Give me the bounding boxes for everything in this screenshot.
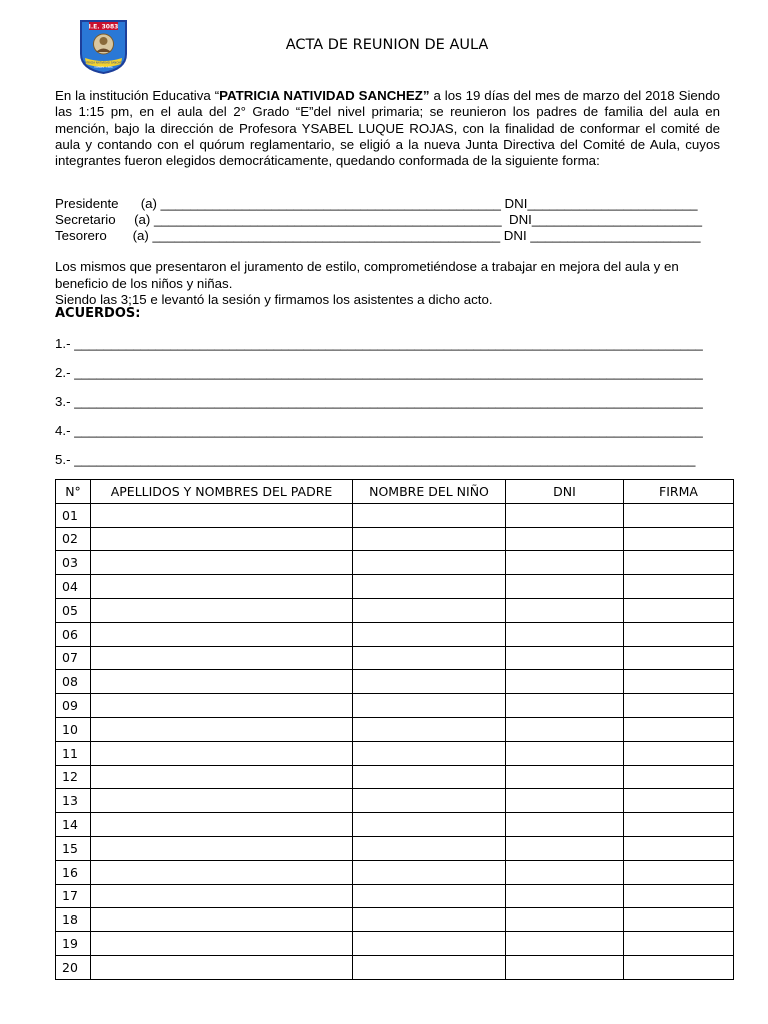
signature-cell[interactable] <box>624 860 734 884</box>
child-name-cell[interactable] <box>353 598 506 622</box>
signature-cell[interactable] <box>624 670 734 694</box>
parent-name-cell[interactable] <box>91 908 353 932</box>
parent-name-cell[interactable] <box>91 955 353 979</box>
table-body <box>56 503 734 979</box>
signature-cell[interactable] <box>624 527 734 551</box>
intro-paragraph <box>55 88 720 169</box>
dni-cell[interactable] <box>506 717 624 741</box>
dni-cell[interactable] <box>506 789 624 813</box>
logo-badge-text: I.E. 3083 <box>88 23 119 31</box>
child-name-cell[interactable] <box>353 503 506 527</box>
child-name-cell[interactable] <box>353 741 506 765</box>
dni-cell[interactable] <box>506 503 624 527</box>
child-name-cell[interactable] <box>353 932 506 956</box>
table-row <box>56 908 734 932</box>
parent-name-cell[interactable] <box>91 717 353 741</box>
parent-name-cell[interactable] <box>91 503 353 527</box>
table-header-row <box>56 480 734 504</box>
table-row <box>56 813 734 837</box>
dni-cell[interactable] <box>506 884 624 908</box>
table-row <box>56 932 734 956</box>
row-number: 04 <box>56 575 91 599</box>
dni-cell[interactable] <box>506 670 624 694</box>
table-row <box>56 789 734 813</box>
agreement-line: 2.- _____________________________________________________________________________________ <box>55 365 703 380</box>
row-number: 15 <box>56 836 91 860</box>
child-name-cell[interactable] <box>353 813 506 837</box>
signature-cell[interactable] <box>624 717 734 741</box>
agreement-line: 1.- _____________________________________________________________________________________ <box>55 336 703 351</box>
row-number: 14 <box>56 813 91 837</box>
row-number: 03 <box>56 551 91 575</box>
table-row <box>56 955 734 979</box>
parent-name-cell[interactable] <box>91 813 353 837</box>
intro-prefix: En la institución Educativa “ <box>55 88 220 103</box>
dni-cell[interactable] <box>506 741 624 765</box>
header-number: N° <box>56 480 91 504</box>
dni-cell[interactable] <box>506 932 624 956</box>
row-number: 20 <box>56 955 91 979</box>
role-secretary: Secretario (a) _______________________________________________ DNI_______________________ <box>55 212 702 227</box>
signature-cell[interactable] <box>624 955 734 979</box>
row-number: 08 <box>56 670 91 694</box>
signature-cell[interactable] <box>624 836 734 860</box>
closing-paragraph <box>55 259 725 309</box>
row-number: 06 <box>56 622 91 646</box>
table-row <box>56 527 734 551</box>
child-name-cell[interactable] <box>353 884 506 908</box>
row-number: 18 <box>56 908 91 932</box>
table-row <box>56 741 734 765</box>
parent-name-cell[interactable] <box>91 860 353 884</box>
signature-cell[interactable] <box>624 646 734 670</box>
agreement-line: 5.- ____________________________________________________________________________________ <box>55 452 696 467</box>
attendance-table <box>55 479 734 980</box>
table-row <box>56 551 734 575</box>
parent-name-cell[interactable] <box>91 765 353 789</box>
signature-cell[interactable] <box>624 932 734 956</box>
child-name-cell[interactable] <box>353 622 506 646</box>
parent-name-cell[interactable] <box>91 884 353 908</box>
child-name-cell[interactable] <box>353 527 506 551</box>
row-number: 01 <box>56 503 91 527</box>
parent-name-cell[interactable] <box>91 694 353 718</box>
table-row <box>56 884 734 908</box>
signature-cell[interactable] <box>624 813 734 837</box>
parent-name-cell[interactable] <box>91 551 353 575</box>
child-name-cell[interactable] <box>353 955 506 979</box>
signature-cell[interactable] <box>624 598 734 622</box>
dni-cell[interactable] <box>506 908 624 932</box>
row-number: 19 <box>56 932 91 956</box>
parent-name-cell[interactable] <box>91 836 353 860</box>
table-row <box>56 717 734 741</box>
table-row <box>56 622 734 646</box>
role-treasurer: Tesorero (a) _______________________________________________ DNI _______________________ <box>55 228 701 243</box>
table-row <box>56 765 734 789</box>
parent-name-cell[interactable] <box>91 622 353 646</box>
parent-name-cell[interactable] <box>91 741 353 765</box>
child-name-cell[interactable] <box>353 646 506 670</box>
table-row <box>56 598 734 622</box>
child-name-cell[interactable] <box>353 670 506 694</box>
child-name-cell[interactable] <box>353 694 506 718</box>
dni-cell[interactable] <box>506 575 624 599</box>
row-number: 07 <box>56 646 91 670</box>
child-name-cell[interactable] <box>353 860 506 884</box>
signature-cell[interactable] <box>624 908 734 932</box>
intro-rest: a los 19 días del mes de marzo del 2018 Siendo las 1:15 pm, en el aula del 2° Grado “E”del nivel primaria; se reunieron los padres de familia del aula en mención, bajo la dirección de Profesora YSABEL LUQUE ROJAS, con la finalidad de conformar el comité de aula y contando con el quórum reglamentario, se eligió a la nueva Junta Directiva del Comité de Aula, cuyos integrantes fueron elegidos democráticamente, quedando conformada de la siguiente forma: <box>55 88 720 169</box>
closing-line-2: Siendo las 3;15 e levantó la sesión y firmamos los asistentes a dicho acto. <box>55 292 493 307</box>
row-number: 11 <box>56 741 91 765</box>
logo-caption-2: COMAS - LIMA <box>94 66 113 69</box>
header-dni: DNI <box>506 480 624 504</box>
parent-name-cell[interactable] <box>91 527 353 551</box>
signature-cell[interactable] <box>624 622 734 646</box>
dni-cell[interactable] <box>506 622 624 646</box>
child-name-cell[interactable] <box>353 789 506 813</box>
table-row <box>56 836 734 860</box>
row-number: 13 <box>56 789 91 813</box>
parent-name-cell[interactable] <box>91 646 353 670</box>
logo-caption-1: PATRICIA NATIVIDAD SANCHEZ <box>83 61 124 65</box>
row-number: 17 <box>56 884 91 908</box>
signature-cell[interactable] <box>624 694 734 718</box>
parent-name-cell[interactable] <box>91 575 353 599</box>
signature-cell[interactable] <box>624 503 734 527</box>
agreement-line: 4.- _____________________________________________________________________________________ <box>55 423 703 438</box>
row-number: 12 <box>56 765 91 789</box>
closing-line-1: Los mismos que presentaron el juramento de estilo, comprometiéndose a trabajar en mejora del aula y en beneficio de los niños y niñas. <box>55 259 679 291</box>
signature-cell[interactable] <box>624 741 734 765</box>
dni-cell[interactable] <box>506 527 624 551</box>
dni-cell[interactable] <box>506 860 624 884</box>
role-president: Presidente (a) ______________________________________________ DNI_______________________ <box>55 196 698 211</box>
document-title: ACTA DE REUNION DE AULA <box>285 37 489 53</box>
parent-name-cell[interactable] <box>91 932 353 956</box>
header-child-name: NOMBRE DEL NIÑO <box>353 480 506 504</box>
signature-cell[interactable] <box>624 765 734 789</box>
agreement-line: 3.- _____________________________________________________________________________________ <box>55 394 703 409</box>
parent-name-cell[interactable] <box>91 789 353 813</box>
dni-cell[interactable] <box>506 598 624 622</box>
table-row <box>56 860 734 884</box>
school-name: PATRICIA NATIVIDAD SANCHEZ” <box>219 88 430 103</box>
dni-cell[interactable] <box>506 955 624 979</box>
table-row <box>56 575 734 599</box>
row-number: 02 <box>56 527 91 551</box>
child-name-cell[interactable] <box>353 717 506 741</box>
row-number: 05 <box>56 598 91 622</box>
parent-name-cell[interactable] <box>91 598 353 622</box>
child-name-cell[interactable] <box>353 575 506 599</box>
dni-cell[interactable] <box>506 551 624 575</box>
table-row <box>56 503 734 527</box>
child-name-cell[interactable] <box>353 551 506 575</box>
row-number: 16 <box>56 860 91 884</box>
dni-cell[interactable] <box>506 836 624 860</box>
child-name-cell[interactable] <box>353 765 506 789</box>
header-signature: FIRMA <box>624 480 734 504</box>
signature-cell[interactable] <box>624 884 734 908</box>
header-parent-name: APELLIDOS Y NOMBRES DEL PADRE <box>91 480 353 504</box>
table-row <box>56 670 734 694</box>
child-name-cell[interactable] <box>353 836 506 860</box>
row-number: 10 <box>56 717 91 741</box>
signature-cell[interactable] <box>624 575 734 599</box>
signature-cell[interactable] <box>624 551 734 575</box>
dni-cell[interactable] <box>506 765 624 789</box>
child-name-cell[interactable] <box>353 908 506 932</box>
signature-cell[interactable] <box>624 789 734 813</box>
parent-name-cell[interactable] <box>91 670 353 694</box>
row-number: 09 <box>56 694 91 718</box>
dni-cell[interactable] <box>506 646 624 670</box>
dni-cell[interactable] <box>506 694 624 718</box>
table-row <box>56 694 734 718</box>
dni-cell[interactable] <box>506 813 624 837</box>
acuerdos-heading: ACUERDOS: <box>55 306 141 321</box>
table-row <box>56 646 734 670</box>
